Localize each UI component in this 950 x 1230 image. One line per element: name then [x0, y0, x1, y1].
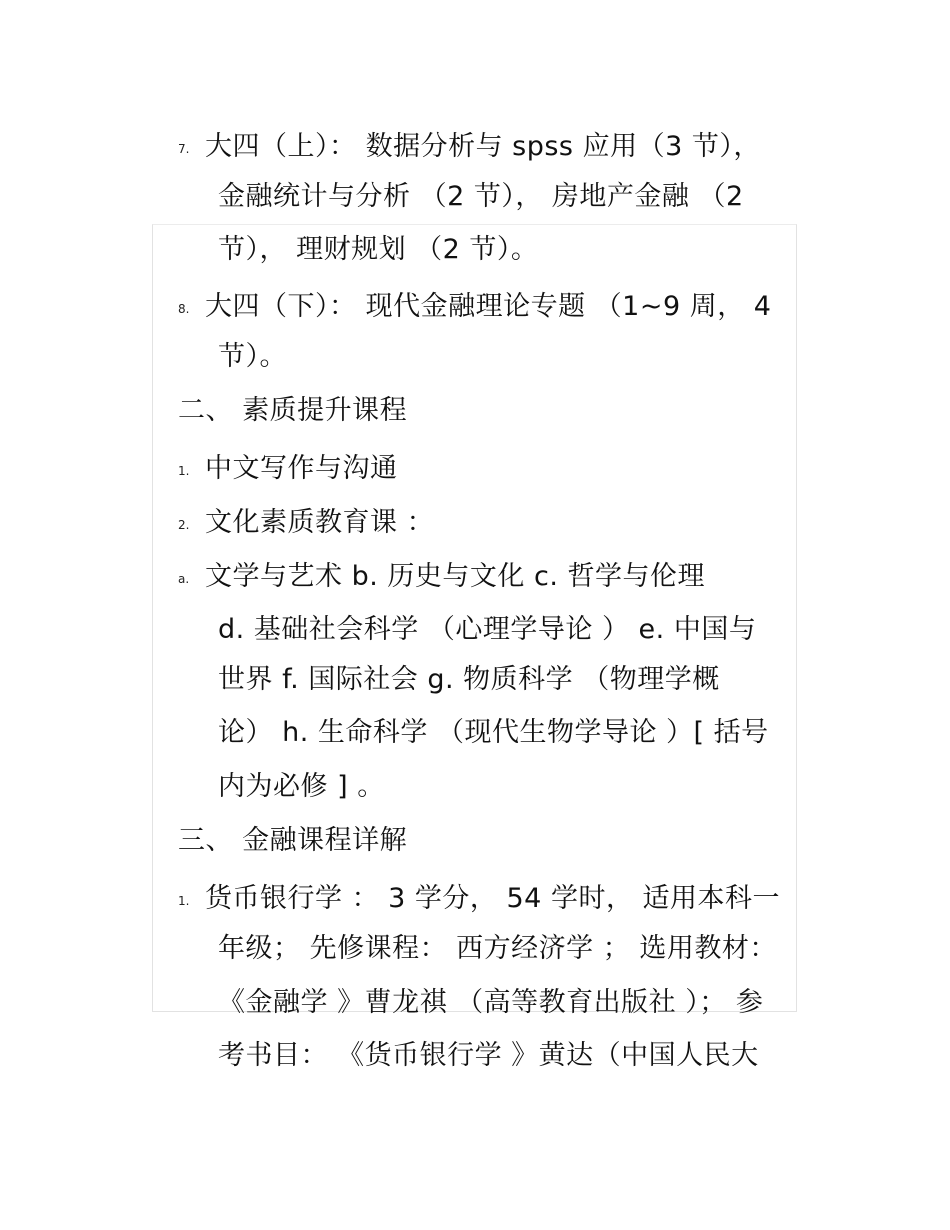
text-line: 货币银行学 ： 3 学分， 54 学时， 适用本科一 — [205, 883, 781, 914]
text-line: 金融统计与分析 （2 节）， 房地产金融 （2 — [218, 181, 744, 212]
text-line: 年级； 先修课程： 西方经济学 ； 选用教材： — [218, 933, 777, 964]
section-heading: 二、 素质提升课程 — [178, 395, 408, 426]
text-line: 大四（下）： 现代金融理论专题 （1~9 周， 4 — [205, 291, 772, 322]
list-marker: 7. — [178, 142, 190, 156]
list-marker: 2. — [178, 518, 190, 532]
section-heading: 三、 金融课程详解 — [178, 825, 408, 856]
text-line: 论） h. 生命科学 （现代生物学导论 ）[ 括号 — [218, 717, 769, 748]
text-line: 中文写作与沟通 — [205, 453, 398, 484]
text-line: d. 基础社会科学 （心理学导论 ） e. 中国与 — [218, 614, 757, 645]
text-line: 节）， 理财规划 （2 节）。 — [218, 234, 539, 265]
text-line: 世界 f. 国际社会 g. 物质科学 （物理学概 — [218, 664, 720, 695]
list-marker: a. — [178, 572, 190, 586]
list-marker: 1. — [178, 894, 190, 908]
list-marker: 1. — [178, 464, 190, 478]
text-line: 考书目： 《货币银行学 》黄达（中国人民大 — [218, 1040, 759, 1071]
text-line: 大四（上）： 数据分析与 spss 应用（3 节）， — [205, 131, 761, 162]
text-line: 《金融学 》曹龙祺 （高等教育出版社 ）； 参 — [218, 987, 764, 1018]
text-line: 内为必修 ] 。 — [218, 771, 385, 802]
list-marker: 8. — [178, 302, 190, 316]
text-line: 文化素质教育课 ： — [205, 507, 435, 538]
text-line: 文学与艺术 b. 历史与文化 c. 哲学与伦理 — [205, 561, 705, 592]
text-line: 节）。 — [218, 341, 287, 372]
